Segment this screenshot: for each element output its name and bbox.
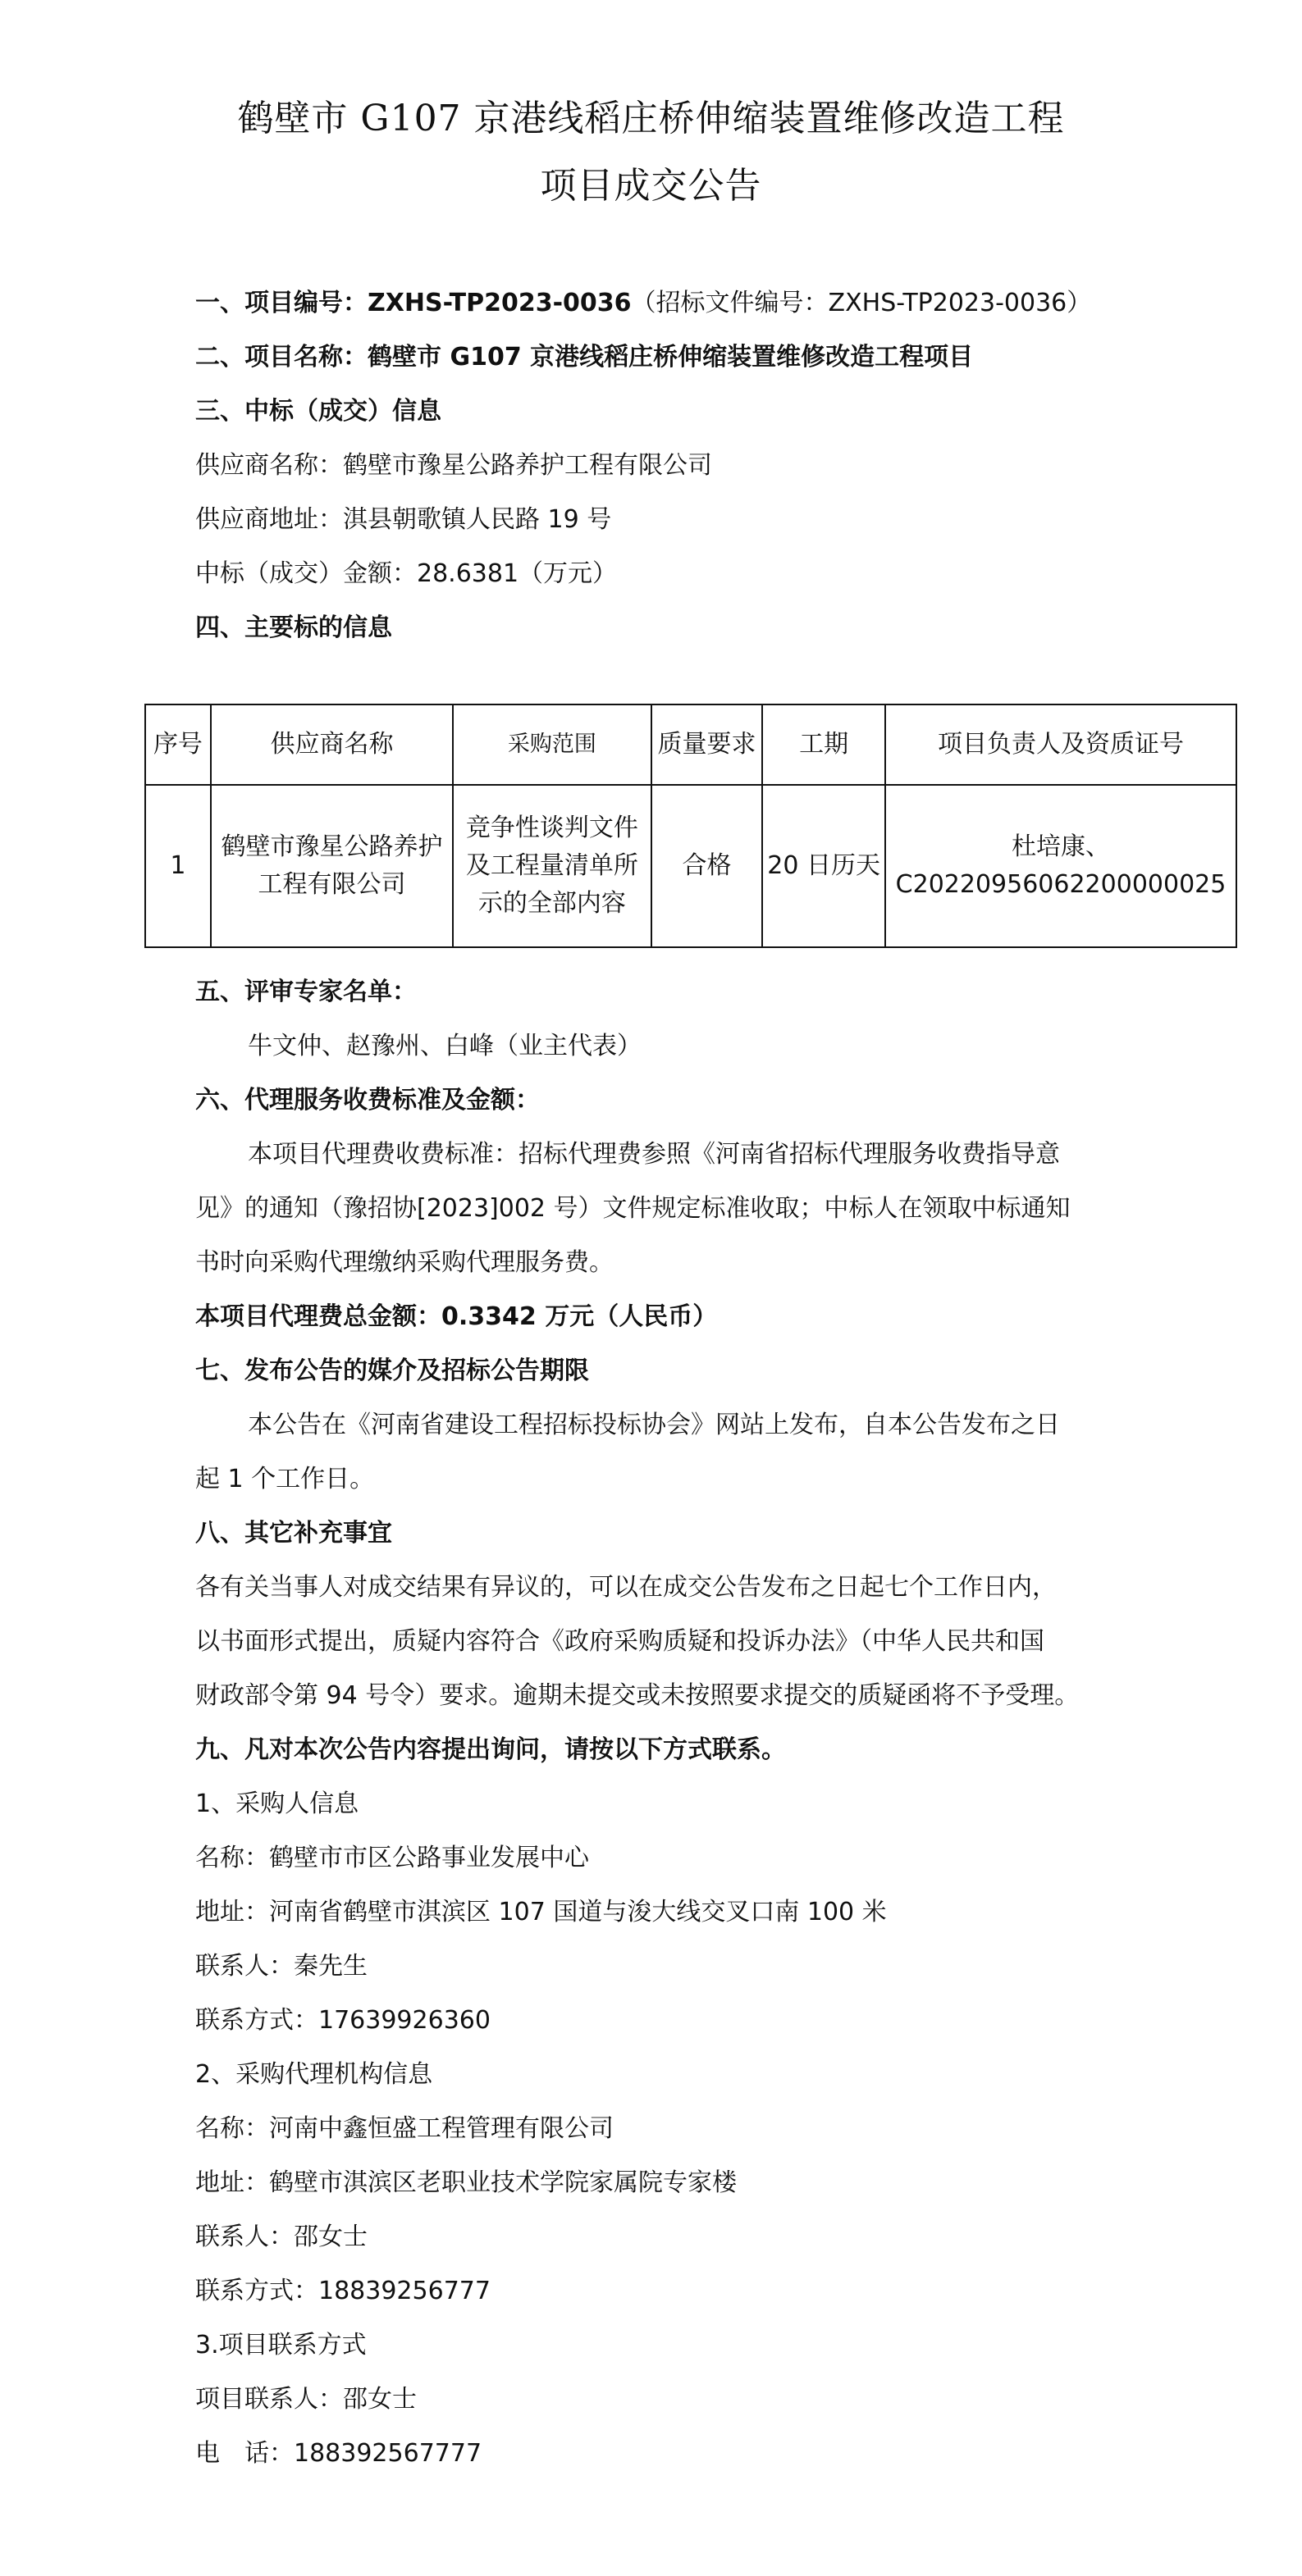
header-cell: 供应商名称 [211, 704, 453, 785]
document-title: 鹤壁市 G107 京港线稻庄桥伸缩装置维修改造工程 [237, 98, 1065, 139]
header-cell: 质量要求 [651, 704, 763, 785]
scope-line: 及工程量清单所 [465, 851, 638, 880]
buyer-address: 地址：河南省鹤壁市淇滨区 107 国道与浚大线交叉口南 100 米 [195, 1898, 887, 1926]
other-paragraph: 各有关当事人对成交结果有异议的，可以在成交公告发布之日起七个工作日内， [195, 1573, 1057, 1602]
section-experts: 五、评审专家名单： [195, 978, 417, 1006]
media-paragraph: 本公告在《河南省建设工程招标投标协会》网站上发布，自本公告发布之日 [248, 1411, 1060, 1439]
fee-paragraph: 书时向采购代理缴纳采购代理服务费。 [195, 1248, 614, 1277]
section-main-subject: 四、主要标的信息 [195, 613, 392, 642]
buyer-heading: 1、采购人信息 [195, 1790, 359, 1818]
other-paragraph: 以书面形式提出，质疑内容符合《政府采购质疑和投诉办法》（中华人民共和国 [195, 1627, 1044, 1656]
row-supplier [211, 785, 453, 947]
table-header-row [145, 704, 1236, 785]
project-contact-heading: 3.项目联系方式 [195, 2331, 367, 2359]
section-contact: 九、凡对本次公告内容提出询问，请按以下方式联系。 [195, 1735, 786, 1764]
buyer-name: 名称：鹤壁市市区公路事业发展中心 [195, 1844, 589, 1872]
manager-line: C20220956062200000025 [895, 870, 1227, 899]
supplier-name: 供应商名称：鹤壁市豫星公路养护工程有限公司 [195, 451, 712, 480]
fee-total: 本项目代理费总金额：0.3342 万元（人民币） [195, 1302, 718, 1331]
section-media: 七、发布公告的媒介及招标公告期限 [195, 1356, 589, 1385]
row-period: 20 日历天 [762, 785, 885, 947]
agent-contact: 联系人：邵女士 [195, 2223, 368, 2251]
fee-paragraph: 本项目代理费收费标准：招标代理费参照《河南省招标代理服务收费指导意 [248, 1140, 1060, 1169]
supplier-address: 供应商地址：淇县朝歌镇人民路 19 号 [195, 505, 612, 534]
media-paragraph: 起 1 个工作日。 [195, 1465, 375, 1493]
supplier-line: 鹤壁市豫星公路养护 [221, 832, 443, 861]
supplier-line: 工程有限公司 [258, 870, 406, 899]
agent-phone: 联系方式：18839256777 [195, 2277, 491, 2305]
tender-file-number: （招标文件编号：ZXHS-TP2023-0036） [631, 289, 1092, 317]
section-project-name: 二、项目名称：鹤壁市 G107 京港线稻庄桥伸缩装置维修改造工程项目 [195, 343, 974, 372]
manager-line: 杜培康、 [1012, 832, 1110, 861]
buyer-phone: 联系方式：17639926360 [195, 2006, 491, 2035]
section-other: 八、其它补充事宜 [195, 1519, 392, 1548]
agent-heading: 2、采购代理机构信息 [195, 2060, 433, 2089]
project-phone: 电 话：188392567777 [195, 2439, 482, 2468]
section-award-info: 三、中标（成交）信息 [195, 397, 441, 426]
document-subtitle: 项目成交公告 [540, 165, 762, 207]
experts-list: 牛文仲、赵豫州、白峰（业主代表） [248, 1032, 642, 1060]
row-scope [453, 785, 651, 947]
buyer-contact: 联系人：秦先生 [195, 1952, 368, 1981]
row-number: 1 [145, 785, 211, 947]
section-project-number [195, 287, 1091, 320]
award-amount: 中标（成交）金额：28.6381（万元） [195, 559, 618, 588]
agent-address: 地址：鹤壁市淇滨区老职业技术学院家属院专家楼 [195, 2168, 737, 2197]
project-number-label: 一、项目编号：ZXHS-TP2023-0036 [195, 289, 632, 317]
scope-line: 竞争性谈判文件 [465, 814, 638, 842]
header-cell: 项目负责人及资质证号 [885, 704, 1236, 785]
other-paragraph: 财政部令第 94 号令）要求。逾期未提交或未按照要求提交的质疑函将不予受理。 [195, 1681, 1080, 1710]
scope-line: 示的全部内容 [477, 889, 626, 918]
agent-name: 名称：河南中鑫恒盛工程管理有限公司 [195, 2114, 614, 2143]
subject-table [144, 704, 1237, 948]
section-agency-fee: 六、代理服务收费标准及金额： [195, 1086, 540, 1115]
row-manager [885, 785, 1236, 947]
header-cell: 序号 [145, 704, 211, 785]
project-contact: 项目联系人：邵女士 [195, 2385, 417, 2414]
header-cell: 采购范围 [453, 704, 651, 785]
table-row [145, 785, 1236, 947]
row-quality: 合格 [651, 785, 763, 947]
fee-paragraph: 见》的通知（豫招协[2023]002 号）文件规定标准收取；中标人在领取中标通知 [195, 1194, 1071, 1223]
header-cell: 工期 [762, 704, 885, 785]
